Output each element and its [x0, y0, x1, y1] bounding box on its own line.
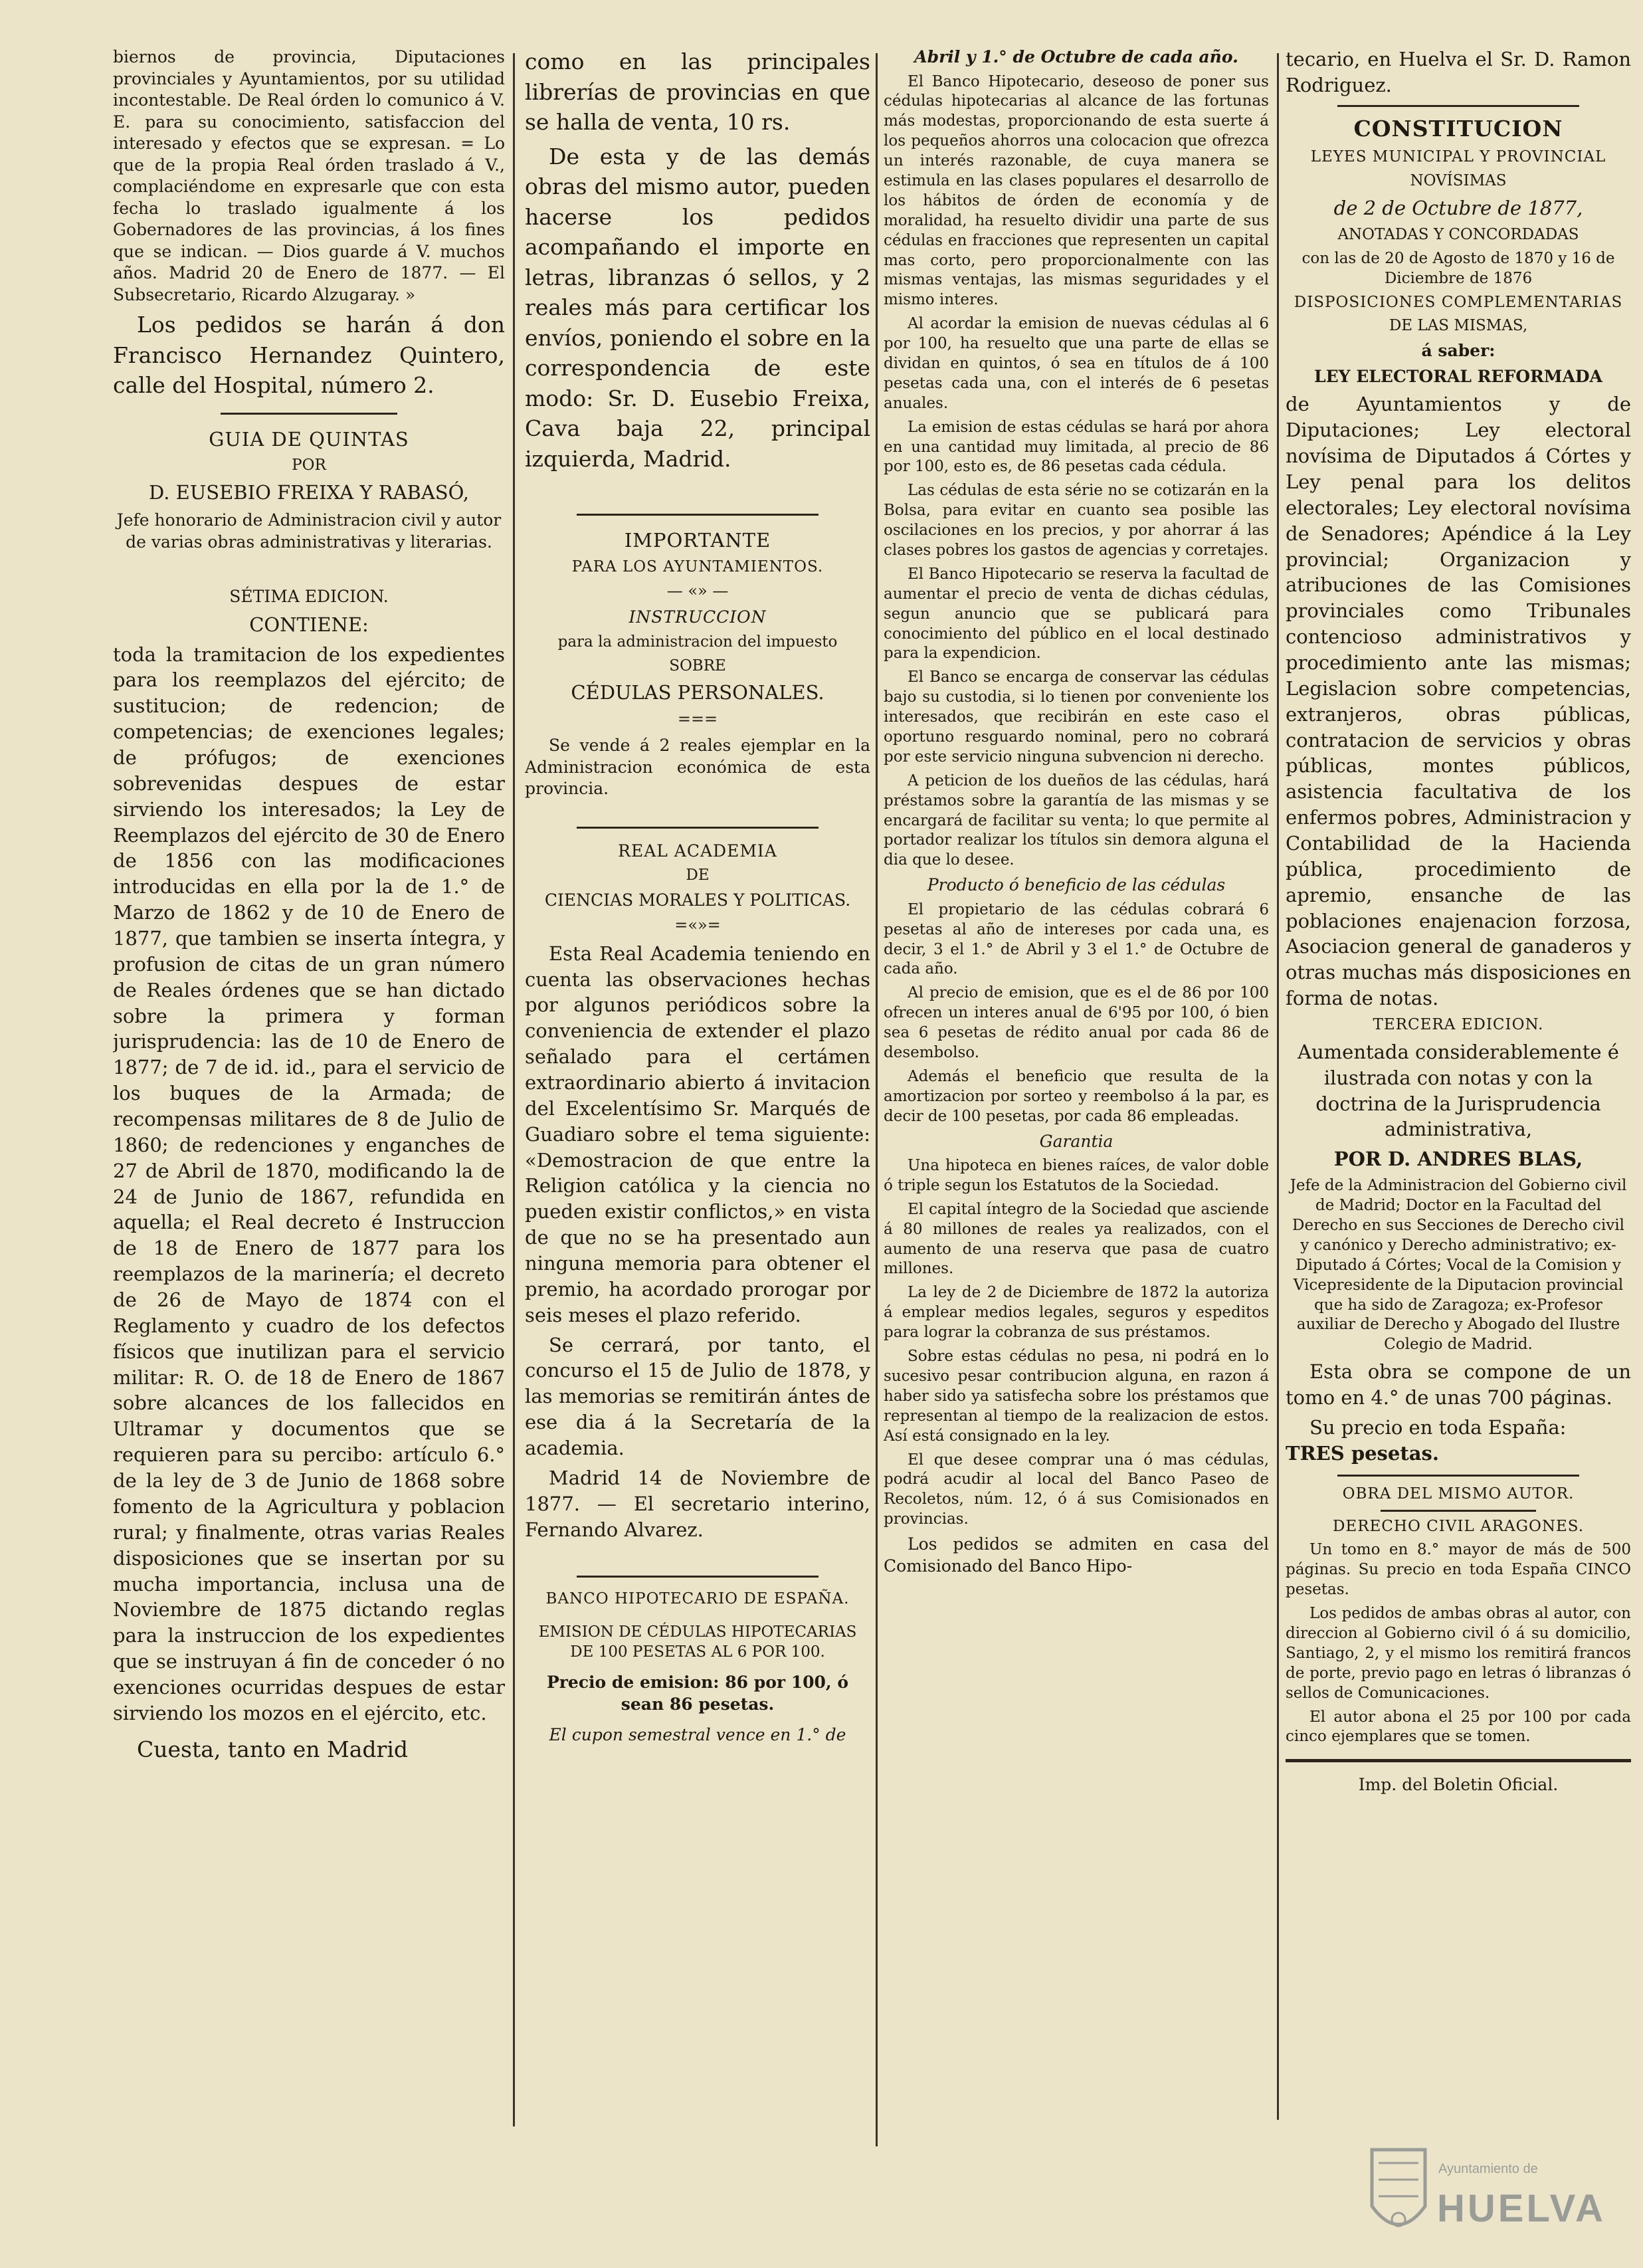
a-saber-label: á saber:: [1421, 341, 1496, 361]
ayuntamientos-subheading: PARA LOS AYUNTAMIENTOS.: [571, 558, 824, 576]
abona-text: El autor abona el 25 por 100 por cada cinco ejemplares que se tomen.: [1286, 1708, 1631, 1746]
author-desc: Jefe de la Administracion del Gobierno civil de Madrid; Doctor en la Facultad del Derecho en sus Secciones de Derecho civil y canónico y Derecho administrativo; ex-Diputado á Córtes; Vocal de la Comision y Vicepresidente de la Diputacion provincial que ha sido de Zaragoza; ex-Profesor auxiliar de Derecho y Abogado del Ilustre Colegio de Madrid.: [1290, 1177, 1627, 1354]
banco-paragraph: La ley de 2 de Diciembre de 1872 la autoriza á emplear medios legales, seguros y espeditos para lograr la cobranza de sus préstamos.: [884, 1284, 1269, 1342]
guia-title: GUIA DE QUINTAS: [209, 427, 409, 451]
precio-espana: Su precio en toda España:: [1309, 1415, 1567, 1439]
ornament: — «» —: [666, 581, 729, 601]
ciencias-heading: CIENCIAS MORALES Y POLITICAS.: [544, 890, 851, 910]
orders-text: Los pedidos se harán á don Francisco Hernandez Quintero, calle del Hospital, número 2.: [113, 312, 505, 399]
sobre-label: SOBRE: [669, 657, 726, 674]
obra-autor-heading: OBRA DEL MISMO AUTOR.: [1342, 1485, 1575, 1502]
banco-paragraph: El que desee comprar una ó mas cédulas, podrá acudir al local del Banco Paseo de Recoletos, núm. 12, ó á sus Comisionados en provincias.: [884, 1451, 1269, 1528]
huelva-stamp: [1359, 2143, 1624, 2249]
banco-paragraph: El capital íntegro de la Sociedad que asciende á 80 millones de reales ya realizados, con el aumento de una reserva que pasa de cuatro millones.: [884, 1200, 1269, 1278]
banco-heading: BANCO HIPOTECARIO DE ESPAÑA.: [545, 1590, 850, 1608]
column-rule: [1277, 53, 1279, 2120]
leyes-heading: LEYES MUNICIPAL Y PROVINCIAL: [1310, 148, 1606, 166]
academia-heading: REAL ACADEMIA: [618, 841, 777, 861]
guia-author-desc: Jefe honorario de Administracion civil y autor de varias obras administrativas y literarias.: [116, 510, 502, 552]
divider: [1381, 1510, 1536, 1512]
ornament: =«»=: [674, 915, 721, 934]
banco-paragraph: Las cédulas de esta série no se cotizarán en la Bolsa, para evitar en cuanto sea posible las oscilaciones en los precios, y por ahorrar á las clases pobres los gastos de agencias y corretajes.: [884, 482, 1269, 559]
de-label: DE: [686, 867, 710, 884]
author-heading: POR D. ANDRES BLAS,: [1333, 1148, 1583, 1171]
banco-paragraph: Además el beneficio que resulta de la amortizacion por sorteo y reembolso á la par, es decir de 100 pesetas, por cada 86 empleadas.: [884, 1067, 1269, 1125]
column-rule: [876, 53, 878, 2146]
cupon-text: El cupon semestral vence en 1.° de: [549, 1725, 846, 1745]
coat-of-arms-icon: [1372, 2150, 1425, 2226]
cedulas-heading: CÉDULAS PERSONALES.: [571, 681, 824, 704]
instruccion-heading: INSTRUCCION: [628, 607, 767, 627]
column-rule: [513, 53, 515, 2126]
ley-electoral-heading: LEY ELECTORAL REFORMADA: [1314, 366, 1602, 386]
banco-paragraph: El propietario de las cédulas cobrará 6 pesetas al año de intereses por cada una, es decir, 3 el 1.° de Abril y 3 el 1.° de Octubre de cada año.: [884, 900, 1269, 978]
importante-heading: IMPORTANTE: [624, 529, 771, 552]
edition: SÉTIMA EDICION.: [229, 587, 389, 607]
pedidos-text: Los pedidos de ambas obras al autor, con direccion al Gobierno civil ó á su domicilio, Santiago, 2, y el mismo los remitirá francos de porte, previo pago en letras ó libranzas ó sellos de Comunicaciones.: [1286, 1605, 1631, 1702]
emision-heading: EMISION DE CÉDULAS HIPOTECARIAS DE 100 PESETAS AL 6 POR 100.: [538, 1623, 857, 1661]
leyes-contents: de Ayuntamientos y de Diputaciones; Ley electoral novísima de Diputados á Córtes y Ley penal para los delitos electorales; Ley electoral novísima de Senadores; Apéndice á la Ley provincial; Organizacion y atribuciones de las Comisiones provinciales como Tribunales contencioso administrativos y procedimiento ante las mismas; Legislacion sobre competencias, extranjeros, obras públicas, contratacion de servicios y obras públicas, montes públicos, asistencia facultativa de los enfermos pobres, Administracion y Contabilidad de la Hacienda pública, procedimiento de apremio, ensanche de las poblaciones enajenacion forzosa, Asociacion general de ganaderos y otras muchas más disposiciones en forma de notas.: [1286, 393, 1631, 1010]
shipping-text: De esta y de las demás obras del mismo autor, pueden hacerse los pedidos acompañando el importe en letras, libranzas ó sellos, y 2 reales más para certificar los envíos, poniendo el sobre en la correspondencia de este modo: Sr. D. Eusebio Freixa, Cava baja 22, principal izquierda, Madrid.: [525, 143, 870, 472]
cerrara-text: Se cerrará, por tanto, el concurso el 15 de Julio de 1878, y las memorias se remitirán ántes de ese dia á la Secretaría de la academia.: [525, 1333, 870, 1460]
obra-compone: Esta obra se compone de un tomo en 4.° de unas 700 páginas.: [1286, 1360, 1631, 1409]
contents-text: toda la tramitacion de los expedientes para los reemplazos del ejército; de sustitucion; de redencion; de competencias; de exenciones legales; de prófugos; de exenciones sobrevenidas despues de estar sirviendo los interesados; la Ley de Reemplazos del ejército de 30 de Enero de 1856 con las modificaciones introducidas en ella por la de 1.° de Marzo de 1862 y de 10 de Enero de 1877, que tambien se inserta íntegra, y profusion de citas de un gran número de Reales órdenes que se han dictado sobre la primera y forman jurisprudencia: las de 10 de Enero de 1877; de 7 de id. id., para el servicio de los buques de la Armada; de recompensas militares de 8 de Julio de 1860; de redenciones y enganches de 27 de Abril de 1870, modificando la de 24 de Junio de 1867, refundida en aquella; el Real decreto é Instruccion de 18 de Enero de 1877 para los reemplazos de la marinería; el decreto de 26 de Mayo de 1874 con el Reglamento y cuadro de los defectos físicos que inutilizan para el servicio militar: R. O. de 18 de Enero de 1867 sobre alcances de los fallecidos en Ultramar y documentos que se requieren para su percibo: artículo 6.° de la ley de 3 de Junio de 1868 sobre fomento de la Agricultura y poblacion rural; y finalmente, otras varias Reales disposiciones que se insertan por su mucha importancia, inclusa una de Noviembre de 1875 dictando reglas para la instruccion de los expedientes que se instruyan á fin de conceder ó no exenciones ocurridas despues de estar sirviendo los mozos en el ejército, etc.: [113, 643, 505, 1724]
instruccion-desc: para la administracion del impuesto: [557, 633, 838, 651]
divider: [577, 514, 819, 516]
banco-paragraph: El Banco Hipotecario se reserva la facultad de aumentar el precio de venta de dichas cédulas, segun anuncio que se publicará para conocimiento del público en el local destinado para la expendicion.: [884, 565, 1269, 663]
imprenta-line: Imp. del Boletin Oficial.: [1358, 1775, 1559, 1795]
banco-paragraph: Los pedidos se admiten en casa del Comisionado del Banco Hipo-: [884, 1534, 1269, 1576]
stamp-name: HUELVA: [1437, 2187, 1606, 2230]
guia-por: POR: [292, 457, 326, 474]
sale-text: como en las principales librerías de provincias en que se halla de venta, 10 rs.: [525, 49, 870, 136]
ornament: ===: [677, 710, 718, 729]
column-1: [113, 47, 505, 1768]
date-heading: de 2 de Octubre de 1877,: [1333, 197, 1583, 220]
contiene: CONTIENE:: [249, 613, 369, 636]
aumentada-text: Aumentada considerablemente é ilustrada con notas y con la doctrina de la Jurisprudencia administrativa,: [1298, 1040, 1619, 1141]
banco-paragraph: La emision de estas cédulas se hará por ahora en una cantidad muy limitada, al precio de 86 por 100, esto es, de 86 pesetas cada cédula.: [884, 418, 1269, 476]
derecho-civil-heading: DERECHO CIVIL ARAGONES.: [1332, 1517, 1585, 1535]
disposiciones-heading: DISPOSICIONES COMPLEMENTARIAS: [1294, 293, 1623, 311]
tres-pesetas: TRES pesetas.: [1286, 1441, 1439, 1465]
column-4: [1286, 47, 1631, 1800]
decree-text: biernos de provincia, Diputaciones provinciales y Ayuntamientos, por su utilidad incontestable. De Real órden lo comunico á V. E. para su conocimiento, satisfaccion del interesado y efectos que se expresan. = Lo que de la propia Real órden traslado á V., complaciéndome en expresarle que con esta fecha lo traslado igualmente á los Gobernadores de las provincias, á los fines que se indican. — Dios guarde á V. muchos años. Madrid 20 de Enero de 1877. — El Subsecretario, Ricardo Alzugaray. »: [113, 47, 505, 304]
comisionado-text: tecario, en Huelva el Sr. D. Ramon Rodriguez.: [1286, 48, 1631, 96]
vende-text: Se vende á 2 reales ejemplar en la Administracion económica de esta provincia.: [525, 736, 870, 799]
precio-emision: Precio de emision: 86 por 100, ó sean 86 pesetas.: [546, 1673, 849, 1714]
banco-paragraph: A peticion de los dueños de las cédulas, hará préstamos sobre la garantía de las mismas y se encargará de facilitar su venta; lo que permite al portador realizar los títulos sin demora alguna el dia que lo desee.: [884, 772, 1269, 869]
academia-text: Esta Real Academia teniendo en cuenta las observaciones hechas por algunos periódicos sobre la conveniencia de extender el plazo señalado para el certámen extraordinario abierto á invitacion del Excelentísimo Sr. Marqués de Guadiaro sobre el tema siguiente: «Demostracion de que entre la Religion católica y la ciencia no pueden existir conflictos,» en vista de que no se ha presentado aun ninguna memoria para obtener el premio, ha acordado prorogar por seis meses el plazo referido.: [525, 942, 870, 1326]
divider: [1337, 105, 1579, 107]
price-text: Cuesta, tanto en Madrid: [137, 1736, 409, 1762]
stamp-caption: Ayuntamiento de: [1438, 2162, 1538, 2176]
cupon-dates: Abril y 1.° de Octubre de cada año.: [914, 47, 1238, 66]
divider: [221, 413, 397, 415]
banco-paragraph: Al acordar la emision de nuevas cédulas al 6 por 100, ha resuelto que una parte de ellas se dividan en quintos, ó sea en títulos de á 100 pesetas cada una, con el interés de 6 pesetas anuales.: [884, 315, 1269, 412]
producto-heading: Producto ó beneficio de las cédulas: [927, 875, 1226, 895]
banco-paragraph: Al precio de emision, que es el de 86 por 100 ofrecen un interes anual de 6'95 por 100, ó bien sea 6 pesetas de rédito anual por cada 86 de desembolso.: [884, 984, 1269, 1061]
con-las-label: con las de 20 de Agosto de 1870 y 16 de Diciembre de 1876: [1302, 249, 1615, 287]
constitucion-heading: CONSTITUCION: [1353, 115, 1563, 142]
tomo-text: Un tomo en 8.° mayor de más de 500 páginas. Su precio en toda España CINCO pesetas.: [1286, 1541, 1631, 1599]
academia-date: Madrid 14 de Noviembre de 1877. — El secretario interino, Fernando Alvarez.: [525, 1466, 870, 1541]
divider: [1337, 1475, 1579, 1477]
tercera-edicion: TERCERA EDICION.: [1373, 1015, 1544, 1033]
banco-paragraph: Una hipoteca en bienes raíces, de valor doble ó triple segun los Estatutos de la Sociedad.: [884, 1157, 1269, 1194]
banco-paragraph: El Banco Hipotecario, deseoso de poner sus cédulas hipotecarias al alcance de las fortunas más modestas, proporcionando de esta suerte á los pequeños ahorros una colocacion que ofrezca un interés razonable, de cuya manera se estimula en las clases populares el desarrollo de los hábitos de órden de economía y de moralidad, ha resuelto dividir una parte de sus cédulas en fracciones que representen un capital mas corto, pero proporcionalmente con las mismas ventajas, las mismas seguridades y el mismo interes.: [884, 72, 1269, 309]
divider: [1286, 1759, 1631, 1762]
divider: [577, 827, 819, 829]
novisimas-label: NOVÍSIMAS: [1410, 172, 1507, 190]
anotadas-label: ANOTADAS Y CONCORDADAS: [1337, 225, 1579, 243]
column-3: [884, 47, 1269, 1581]
divider: [577, 1576, 819, 1578]
garantia-heading: Garantia: [1039, 1131, 1113, 1151]
de-las-mismas-label: DE LAS MISMAS,: [1389, 317, 1528, 335]
guia-author: D. EUSEBIO FREIXA Y RABASÓ,: [149, 481, 469, 504]
banco-paragraph: El Banco se encarga de conservar las cédulas bajo su custodia, si lo tienen por conveniente los interesados, que recibirán en este caso el oportuno resguardo nominal, pero no cobrará por este servicio ninguna subvencion ni derecho.: [884, 669, 1269, 766]
column-2: [525, 47, 870, 1750]
banco-paragraph: Sobre estas cédulas no pesa, ni podrá en lo sucesivo pesar contribucion alguna, en razon á haber sido ya satisfecha sobre los préstamos que representan al tiempo de la realizacion de estos. Así está consignado en la ley.: [884, 1348, 1269, 1445]
